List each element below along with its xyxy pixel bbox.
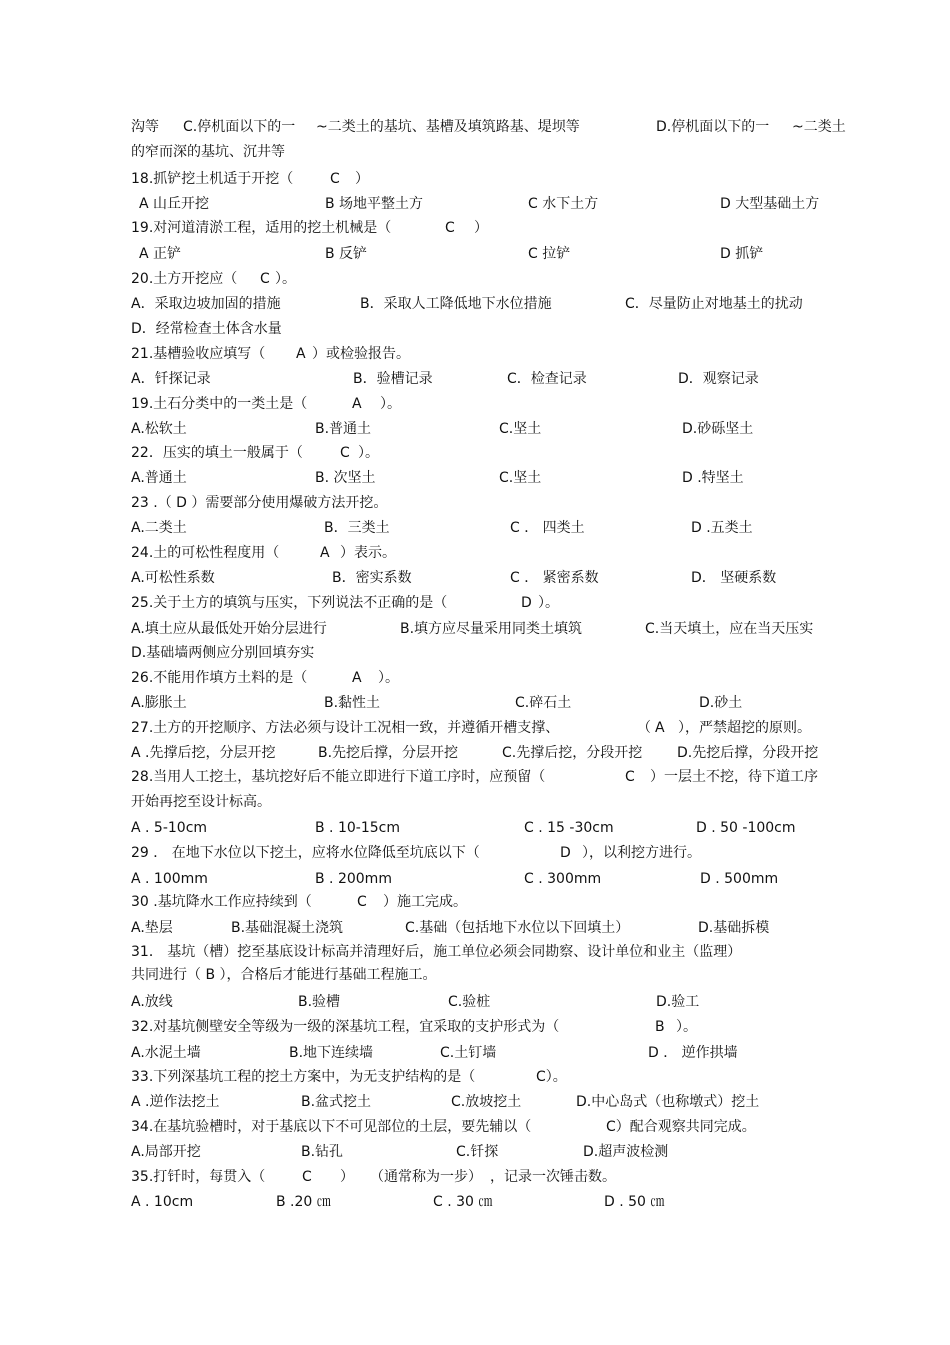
text-line: （ xyxy=(637,720,651,736)
option-d: D.先挖后撑，分段开挖 xyxy=(677,745,819,761)
answer-letter: C xyxy=(302,1169,312,1185)
text-line: ）。 xyxy=(676,1019,697,1035)
option-a: A.垫层 xyxy=(131,920,173,936)
text-line: ）或检验报告。 xyxy=(312,346,410,362)
question-text: 28.当用人工挖土，基坑挖好后不能立即进行下道工序时，应预留（ xyxy=(131,769,546,785)
option-b: B 反铲 xyxy=(325,246,368,262)
answer-letter: A xyxy=(296,346,306,362)
text-line: ） xyxy=(340,1169,354,1185)
question-text: 29 ． 在地下水位以下挖土，应将水位降低至坑底以下（ xyxy=(131,845,480,861)
option-d: D.超声波检测 xyxy=(583,1144,669,1160)
option-b: B . 200mm xyxy=(315,871,392,887)
answer-letter: C xyxy=(357,894,367,910)
answer-letter: A xyxy=(655,720,665,736)
answer-letter: C）配合观察共同完成。 xyxy=(606,1119,756,1135)
answer-letter: C xyxy=(625,769,635,785)
option-d: D.砂砾坚土 xyxy=(682,421,754,437)
text-line: ），以利挖方进行。 xyxy=(582,845,701,861)
option-b: B.普通土 xyxy=(315,421,372,437)
answer-letter: C xyxy=(445,220,455,236)
option-b: B.盆式挖土 xyxy=(301,1094,372,1110)
option-d: D 抓铲 xyxy=(720,246,764,262)
answer-letter: A xyxy=(320,545,330,561)
option-a: A 山丘开挖 xyxy=(139,196,210,212)
option-c: C.碎石土 xyxy=(515,695,572,711)
question-text: 34.在基坑验槽时，对于基底以下不可见部位的土层，要先辅以（ xyxy=(131,1119,532,1135)
option-c: C.先撑后挖，分段开挖 xyxy=(502,745,643,761)
option-a: A.可松性系数 xyxy=(131,570,215,586)
text-line: ）表示。 xyxy=(340,545,396,561)
answer-letter: C xyxy=(340,445,350,461)
text-line: ） xyxy=(474,220,488,236)
option-d: D .五类土 xyxy=(691,520,753,536)
question-text: 19.土石分类中的一类土是（ xyxy=(131,396,308,412)
option-d: D．观察记录 xyxy=(678,371,759,387)
answer-letter: B xyxy=(655,1019,665,1035)
text-line: ，记录一次锤击数。 xyxy=(490,1169,616,1185)
question-text: 22．压实的填土一般属于（ xyxy=(131,445,303,461)
answer-letter: A xyxy=(352,670,362,686)
text-line: ）。 xyxy=(358,445,379,461)
option-b: B .20 ㎝ xyxy=(276,1194,331,1210)
option-c: C.坚土 xyxy=(499,421,542,437)
option-a: A.水泥土墙 xyxy=(131,1045,201,1061)
option-b: B.黏性土 xyxy=(324,695,381,711)
option-c: C．检查记录 xyxy=(507,371,587,387)
option-b: B.验槽 xyxy=(298,994,341,1010)
answer-letter: A xyxy=(352,396,362,412)
question-text: 21.基槽验收应填写（ xyxy=(131,346,266,362)
option-c: C.坚土 xyxy=(499,470,542,486)
question-text: 19.对河道清淤工程，适用的挖土机械是（ xyxy=(131,220,392,236)
answer-letter: D xyxy=(521,595,532,611)
option-d: D.砂土 xyxy=(699,695,743,711)
option-a: A.放线 xyxy=(131,994,173,1010)
option-b: B. 次坚土 xyxy=(315,470,376,486)
option-a: A.普通土 xyxy=(131,470,187,486)
option-b: B．三类土 xyxy=(324,520,390,536)
option-c: C.验桩 xyxy=(448,994,491,1010)
option-b: B 场地平整土方 xyxy=(325,196,424,212)
option-c: C ． 四类土 xyxy=(510,520,585,536)
option-d: D．经常检查土体含水量 xyxy=(131,321,282,337)
text-line: ）一层土不挖，待下道工序 xyxy=(650,769,818,785)
option-a: A 正铲 xyxy=(139,246,182,262)
text-line: 沟等 xyxy=(131,119,159,135)
text-line: ~二类土的基坑、基槽及填筑路基、堤坝等 xyxy=(316,119,580,135)
text-line: 开始再挖至设计标高。 xyxy=(131,794,271,810)
option-a: A . 10cm xyxy=(131,1194,194,1210)
answer-letter: D xyxy=(560,845,571,861)
option-c: C ． 紧密系数 xyxy=(510,570,599,586)
question-text: 23 .（ D ）需要部分使用爆破方法开挖。 xyxy=(131,495,388,511)
option-a: A．采取边坡加固的措施 xyxy=(131,296,281,312)
option-d: D.基础拆模 xyxy=(698,920,770,936)
option-c: C . 30 ㎝ xyxy=(433,1194,493,1210)
text-line: ），严禁超挖的原则。 xyxy=(678,720,811,736)
option-a: A.膨胀土 xyxy=(131,695,187,711)
option-b: B.填方应尽量采用同类土填筑 xyxy=(400,621,583,637)
option-c: C.当天填土，应在当天压实 xyxy=(645,621,814,637)
text-line: ）。 xyxy=(275,271,296,287)
question-text: 31． 基坑（槽）挖至基底设计标高并清理好后，施工单位必须会同勘察、设计单位和业主（监理） xyxy=(131,944,742,960)
option-b: B.钻孔 xyxy=(301,1144,344,1160)
question-text: 18.抓铲挖土机适于开挖（ xyxy=(131,171,294,187)
option-d: D ． 逆作拱墙 xyxy=(648,1045,738,1061)
option-a: A . 5-10cm xyxy=(131,820,208,836)
option-d: D . 500mm xyxy=(700,871,779,887)
option-b: B.基础混凝土浇筑 xyxy=(231,920,344,936)
option-c: C.基础（包括地下水位以下回填土） xyxy=(405,920,630,936)
answer-letter: C）。 xyxy=(536,1069,567,1085)
option-d: D 大型基础土方 xyxy=(720,196,820,212)
option-d: D.验工 xyxy=(656,994,700,1010)
option-a: A . 100mm xyxy=(131,871,208,887)
option-a: A .先撑后挖，分层开挖 xyxy=(131,745,276,761)
question-text: 32.对基坑侧壁安全等级为一级的深基坑工程，宜采取的支护形式为（ xyxy=(131,1019,560,1035)
option-c: C．尽量防止对地基土的扰动 xyxy=(625,296,803,312)
option-c: C.放坡挖土 xyxy=(451,1094,522,1110)
question-text: 27.土方的开挖顺序、方法必须与设计工况相一致，并遵循开槽支撑、 xyxy=(131,720,560,736)
option-c: C 拉铲 xyxy=(528,246,571,262)
option-a: A．钎探记录 xyxy=(131,371,211,387)
question-text: 33.下列深基坑工程的挖土方案中，为无支护结构的是（ xyxy=(131,1069,476,1085)
option-b: B.地下连续墙 xyxy=(289,1045,374,1061)
option-d: D.基础墙两侧应分别回填夯实 xyxy=(131,645,315,661)
question-text: 24.土的可松性程度用（ xyxy=(131,545,280,561)
text-line: （通常称为一步） xyxy=(370,1169,482,1185)
option-b: B．采取人工降低地下水位措施 xyxy=(360,296,552,312)
question-text: 30 .基坑降水工作应持续到（ xyxy=(131,894,312,910)
option-b: B．验槽记录 xyxy=(353,371,433,387)
question-text: 25.关于土方的填筑与压实，下列说法不正确的是（ xyxy=(131,595,448,611)
option-c: C 水下土方 xyxy=(528,196,599,212)
option-a: A.局部开挖 xyxy=(131,1144,201,1160)
text-line: ）。 xyxy=(380,396,401,412)
text-line: ） xyxy=(355,171,369,187)
question-text: 35.打钎时，每贯入（ xyxy=(131,1169,266,1185)
answer-letter: C xyxy=(330,171,340,187)
text-line: D.停机面以下的一 xyxy=(656,119,770,135)
text-line: ~二类土 xyxy=(792,119,846,135)
option-c: C . 15 -30cm xyxy=(524,820,614,836)
option-d: D .特坚土 xyxy=(682,470,744,486)
option-d: D.中心岛式（也称墩式）挖土 xyxy=(576,1094,760,1110)
option-c: C.土钉墙 xyxy=(440,1045,497,1061)
option-b: B.先挖后撑，分层开挖 xyxy=(318,745,459,761)
option-a: A.松软土 xyxy=(131,421,187,437)
option-a: A .逆作法挖土 xyxy=(131,1094,220,1110)
text-line: ）。 xyxy=(538,595,559,611)
option-d: D . 50 -100cm xyxy=(696,820,796,836)
option-a: A.填土应从最低处开始分层进行 xyxy=(131,621,327,637)
text-line: C.停机面以下的一 xyxy=(183,119,296,135)
text-line: ）施工完成。 xyxy=(383,894,467,910)
option-c: C . 300mm xyxy=(524,871,602,887)
text-line: ）。 xyxy=(378,670,399,686)
question-text: 26.不能用作填方土料的是（ xyxy=(131,670,308,686)
option-d: D． 坚硬系数 xyxy=(691,570,777,586)
option-d: D . 50 ㎝ xyxy=(604,1194,665,1210)
answer-letter: C xyxy=(260,271,270,287)
text-line: 共同进行（ B ），合格后才能进行基础工程施工。 xyxy=(131,967,437,983)
text-line: 的窄而深的基坑、沉井等 xyxy=(131,144,285,160)
question-text: 20.土方开挖应（ xyxy=(131,271,238,287)
option-a: A.二类土 xyxy=(131,520,187,536)
option-b: B . 10-15cm xyxy=(315,820,400,836)
option-c: C.钎探 xyxy=(456,1144,499,1160)
option-b: B．密实系数 xyxy=(332,570,412,586)
